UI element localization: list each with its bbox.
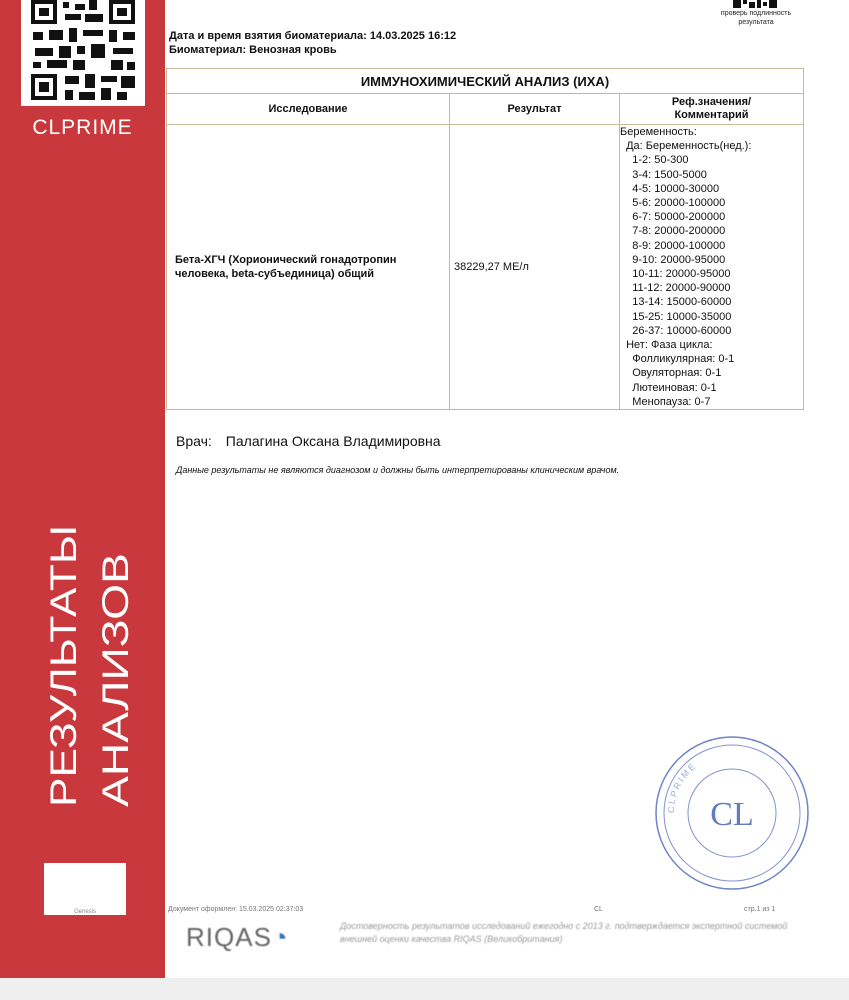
stamp-center: CL	[710, 796, 754, 833]
lab-stamp	[652, 733, 812, 893]
header-result: Результат	[450, 94, 620, 125]
disclaimer: Данные результаты не являются диагнозом и должны быть интерпретированы клиническим врачом.	[176, 465, 620, 475]
brand-logo: CLPRIME	[32, 116, 133, 139]
test-name: Бета-ХГЧ (Хорионический гонадотропин человека, beta-субъединица) общий	[167, 125, 450, 410]
vertical-title	[30, 520, 140, 810]
doctor-label: Врач:	[176, 433, 212, 449]
sample-datetime: Дата и время взятия биоматериала: 14.03.2025 16:12	[169, 30, 457, 42]
test-reference: Беременность: Да: Беременность(нед.): 1-2: 50-300 3-4: 1500-5000 4-5: 10000-30000 5-6: 20000-100000 6-7: 50000-200000 7-8: 20000-200000 8-9: 20000-100000 9-10: 20000-95000 10-11: 20000-95000 11-12: 20000-90000 13-14: 15000-60000 15-25: 10000-35000 26-37: 10000-60000 Нет: Фаза цикла: Фолликулярная: 0-1 Овуляторная: 0-1 Лютеиновая: 0-1 Менопауза: 0-7	[620, 125, 804, 410]
vertical-title-line2: АНАЛИЗОВ	[95, 603, 136, 807]
header-ref: Реф.значения/ Комментарий	[620, 94, 804, 125]
svg-text:CLPRIME: CLPRIME	[665, 760, 699, 814]
genesis-label: Genesis	[73, 909, 96, 915]
table-title: ИММУНОХИМИЧЕСКИЙ АНАЛИЗ (ИХА)	[167, 69, 804, 94]
genesis-logo	[44, 863, 126, 915]
doctor-name: Палагина Оксана Владимировна	[225, 433, 441, 449]
page-bottom-margin	[0, 978, 849, 1000]
verify-label: проверь подлинность результата	[720, 10, 792, 26]
footer-page: стр.1 из 1	[744, 906, 776, 913]
doctor	[176, 433, 441, 449]
riqas-note: Достоверность результатов исследований ежегодно с 2013 г. подтверждается экспертной системой внешней оценки качества RIQAS (Великобритания)	[340, 921, 788, 944]
sidebar	[0, 0, 165, 978]
header-test: Исследование	[167, 94, 450, 125]
footer-code: CL	[594, 906, 603, 913]
vertical-title-line1: РЕЗУЛЬТАТЫ	[43, 570, 84, 807]
footer-issued: Документ оформлен: 15.03.2025 02:37:03	[168, 906, 304, 913]
sample-biomaterial: Биоматериал: Венозная кровь	[169, 44, 337, 56]
results-table	[166, 68, 804, 410]
sample-meta	[169, 29, 456, 57]
table-row	[167, 125, 804, 410]
riqas-logo: RIQAS◔	[186, 922, 289, 952]
test-result: 38229,27 МЕ/л	[450, 125, 620, 410]
qr-code	[21, 0, 145, 106]
